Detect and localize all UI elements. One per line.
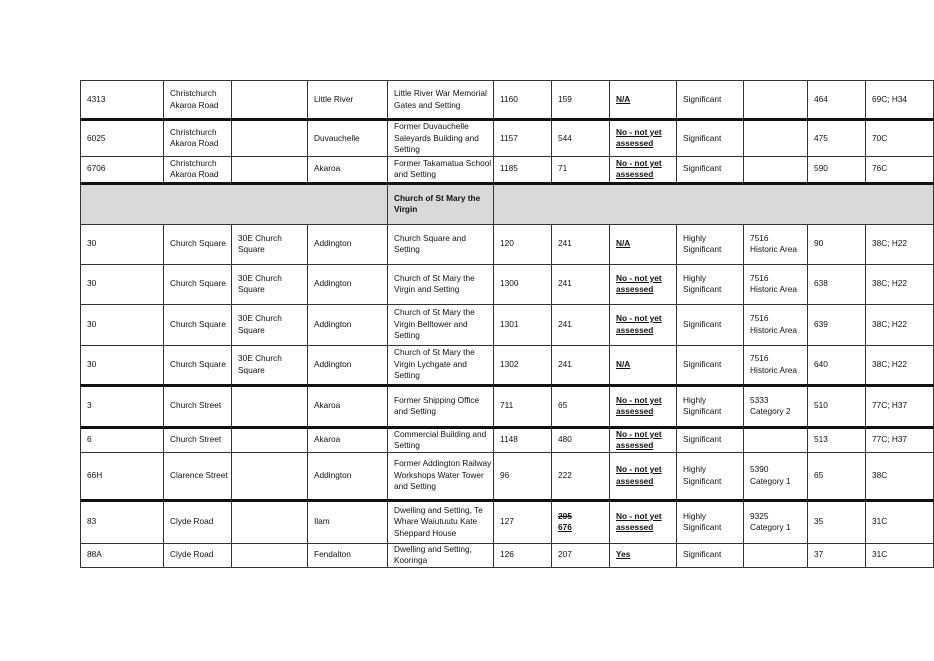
cell-map: 31C bbox=[866, 500, 934, 543]
cell-alt-address bbox=[232, 120, 308, 157]
cell-street: Church Square bbox=[164, 264, 232, 304]
cell-heritage-item: 711 bbox=[494, 385, 552, 427]
cell-hnz bbox=[744, 452, 808, 500]
cell-assessed: No - not yet assessed bbox=[610, 304, 677, 345]
cell-map: 69C; H34 bbox=[866, 81, 934, 120]
cell-name: Former Shipping Office and Setting bbox=[388, 385, 494, 427]
cell-hnz bbox=[744, 156, 808, 183]
hnz-number: 7516 bbox=[750, 232, 769, 243]
cell-alt-address bbox=[232, 81, 308, 120]
cell-setting bbox=[552, 500, 610, 543]
cell-alt-address bbox=[232, 452, 308, 500]
hnz-category: Historic Area bbox=[750, 324, 798, 335]
cell-suburb: Akaroa bbox=[308, 156, 388, 183]
hnz-category: Category 1 bbox=[750, 522, 791, 532]
cell-assessed: N/A bbox=[610, 81, 677, 120]
cell-significance: Significant bbox=[677, 81, 744, 120]
cell-alt-address: 30E Church Square bbox=[232, 224, 308, 264]
table-row bbox=[81, 120, 934, 157]
cell-id: 30 bbox=[81, 264, 164, 304]
cell-text: 65 bbox=[558, 400, 568, 411]
cell-street: Church Street bbox=[164, 427, 232, 452]
cell-significance: Significant bbox=[677, 427, 744, 452]
cell-text: 544 bbox=[558, 132, 572, 143]
cell-text: 480 bbox=[558, 434, 572, 445]
cell-text: 71 bbox=[558, 163, 568, 174]
cell-suburb: Duvauchelle bbox=[308, 120, 388, 157]
cell-number: 640 bbox=[808, 345, 866, 385]
cell-map: 77C; H37 bbox=[866, 385, 934, 427]
heritage-schedule-table bbox=[80, 80, 934, 568]
cell-heritage-item: 1185 bbox=[494, 156, 552, 183]
cell-heritage-item: 126 bbox=[494, 543, 552, 567]
cell-suburb: Little River bbox=[308, 81, 388, 120]
cell-heritage-item: 127 bbox=[494, 500, 552, 543]
cell-assessed: No - not yet assessed bbox=[610, 264, 677, 304]
cell-assessed: No - not yet assessed bbox=[610, 500, 677, 543]
cell-number: 464 bbox=[808, 81, 866, 120]
cell-id: 83 bbox=[81, 500, 164, 543]
hnz-category: Category 2 bbox=[750, 406, 791, 416]
cell-name: Dwelling and Setting, Kooringa bbox=[388, 543, 494, 567]
cell-street: Church Square bbox=[164, 345, 232, 385]
cell-heritage-item: 1160 bbox=[494, 81, 552, 120]
cell-name: Former Takamatua School and Setting bbox=[388, 156, 494, 183]
cell-text: 222 bbox=[558, 469, 572, 480]
cell-suburb: Fendalton bbox=[308, 543, 388, 567]
section-title: Church of St Mary the Virgin bbox=[388, 183, 494, 224]
table-row bbox=[81, 224, 934, 264]
cell-id: 66H bbox=[81, 452, 164, 500]
cell-significance: Highly Significant bbox=[677, 500, 744, 543]
table-row bbox=[81, 81, 934, 120]
cell-alt-address bbox=[232, 156, 308, 183]
cell-alt-address bbox=[232, 385, 308, 427]
table-row bbox=[81, 304, 934, 345]
cell-setting bbox=[552, 81, 610, 120]
cell-map: 70C bbox=[866, 120, 934, 157]
cell-hnz bbox=[744, 500, 808, 543]
cell-significance: Highly Significant bbox=[677, 264, 744, 304]
cell-significance: Significant bbox=[677, 543, 744, 567]
cell-name: Dwelling and Setting, Te Whare Waiutuutu Kate Sheppard House bbox=[388, 500, 494, 543]
cell-id: 30 bbox=[81, 345, 164, 385]
cell-hnz bbox=[744, 385, 808, 427]
cell-alt-address bbox=[232, 543, 308, 567]
cell-number: 638 bbox=[808, 264, 866, 304]
cell-hnz bbox=[744, 543, 808, 567]
cell-hnz bbox=[744, 120, 808, 157]
cell-assessed: No - not yet assessed bbox=[610, 452, 677, 500]
cell-significance: Highly Significant bbox=[677, 224, 744, 264]
cell-hnz bbox=[744, 81, 808, 120]
cell-alt-address: 30E Church Square bbox=[232, 345, 308, 385]
cell-number: 639 bbox=[808, 304, 866, 345]
cell-assessed: N/A bbox=[610, 224, 677, 264]
cell-name: Former Addington Railway Workshops Water Tower and Setting bbox=[388, 452, 494, 500]
hnz-number: 5390 bbox=[750, 464, 769, 474]
cell-assessed: No - not yet assessed bbox=[610, 120, 677, 157]
hnz-number: 5333 bbox=[750, 394, 769, 405]
cell-assessed: Yes bbox=[610, 543, 677, 567]
table-row bbox=[81, 345, 934, 385]
hnz-number: 9325 bbox=[750, 510, 769, 521]
table-row bbox=[81, 427, 934, 452]
cell-name: Church of St Mary the Virgin Lychgate and Setting bbox=[388, 345, 494, 385]
cell-setting bbox=[552, 345, 610, 385]
cell-number: 590 bbox=[808, 156, 866, 183]
cell-street: Clyde Road bbox=[164, 543, 232, 567]
cell-map: 77C; H37 bbox=[866, 427, 934, 452]
cell-map: 76C bbox=[866, 156, 934, 183]
cell-assessed: No - not yet assessed bbox=[610, 156, 677, 183]
cell-significance: Significant bbox=[677, 156, 744, 183]
cell-suburb: Addington bbox=[308, 304, 388, 345]
cell-hnz bbox=[744, 304, 808, 345]
cell-text: 241 bbox=[558, 238, 572, 249]
cell-id: 3 bbox=[81, 385, 164, 427]
table-row bbox=[81, 500, 934, 543]
hnz-category: Historic Area bbox=[750, 284, 798, 294]
cell-name: Church of St Mary the Virgin Belltower and Setting bbox=[388, 304, 494, 345]
cell-street: Church Street bbox=[164, 385, 232, 427]
cell-suburb: Addington bbox=[308, 452, 388, 500]
cell-name: Church Square and Setting bbox=[388, 224, 494, 264]
cell-id: 6706 bbox=[81, 156, 164, 183]
cell-setting bbox=[552, 224, 610, 264]
cell-significance: Highly Significant bbox=[677, 452, 744, 500]
cell-text: 207 bbox=[558, 549, 572, 560]
cell-id: 6 bbox=[81, 427, 164, 452]
cell-street: Christchurch Akaroa Road bbox=[164, 156, 232, 183]
cell-text: 241 bbox=[558, 318, 572, 329]
cell-significance: Significant bbox=[677, 304, 744, 345]
cell-alt-address: 30E Church Square bbox=[232, 304, 308, 345]
table-row bbox=[81, 385, 934, 427]
cell-significance: Significant bbox=[677, 120, 744, 157]
cell-id: 6025 bbox=[81, 120, 164, 157]
cell-setting bbox=[552, 156, 610, 183]
cell-hnz bbox=[744, 427, 808, 452]
section-blank bbox=[81, 183, 388, 224]
cell-suburb: Ilam bbox=[308, 500, 388, 543]
cell-name: Little River War Memorial Gates and Setting bbox=[388, 81, 494, 120]
cell-assessed: No - not yet assessed bbox=[610, 385, 677, 427]
cell-suburb: Addington bbox=[308, 224, 388, 264]
cell-assessed: N/A bbox=[610, 345, 677, 385]
cell-id: 4313 bbox=[81, 81, 164, 120]
cell-heritage-item: 120 bbox=[494, 224, 552, 264]
cell-map: 38C; H22 bbox=[866, 224, 934, 264]
hnz-number: 7516 bbox=[750, 353, 769, 363]
cell-suburb: Addington bbox=[308, 264, 388, 304]
cell-text: 241 bbox=[558, 358, 572, 369]
cell-suburb: Addington bbox=[308, 345, 388, 385]
cell-suburb: Akaroa bbox=[308, 427, 388, 452]
cell-setting bbox=[552, 385, 610, 427]
table-row bbox=[81, 452, 934, 500]
cell-id: 30 bbox=[81, 304, 164, 345]
hnz-category: Historic Area bbox=[750, 364, 798, 375]
cell-hnz bbox=[744, 264, 808, 304]
cell-heritage-item: 96 bbox=[494, 452, 552, 500]
cell-hnz bbox=[744, 224, 808, 264]
cell-setting bbox=[552, 452, 610, 500]
cell-text: 241 bbox=[558, 278, 572, 289]
cell-setting bbox=[552, 264, 610, 304]
cell-number: 475 bbox=[808, 120, 866, 157]
cell-assessed: No - not yet assessed bbox=[610, 427, 677, 452]
cell-significance: Highly Significant bbox=[677, 385, 744, 427]
cell-setting bbox=[552, 304, 610, 345]
cell-text: 159 bbox=[558, 93, 572, 104]
inserted-value: 676 bbox=[558, 522, 572, 532]
cell-number: 35 bbox=[808, 500, 866, 543]
cell-heritage-item: 1148 bbox=[494, 427, 552, 452]
cell-map: 31C bbox=[866, 543, 934, 567]
cell-map: 38C bbox=[866, 452, 934, 500]
cell-significance: Significant bbox=[677, 345, 744, 385]
cell-hnz bbox=[744, 345, 808, 385]
cell-name: Church of St Mary the Virgin and Setting bbox=[388, 264, 494, 304]
cell-street: Church Square bbox=[164, 224, 232, 264]
cell-number: 65 bbox=[808, 452, 866, 500]
cell-map: 38C; H22 bbox=[866, 304, 934, 345]
cell-heritage-item: 1301 bbox=[494, 304, 552, 345]
cell-map: 38C; H22 bbox=[866, 264, 934, 304]
hnz-number: 7516 bbox=[750, 313, 769, 323]
cell-heritage-item: 1157 bbox=[494, 120, 552, 157]
section-blank bbox=[494, 183, 934, 224]
cell-street: Christchurch Akaroa Road bbox=[164, 81, 232, 120]
deleted-value: 205 bbox=[558, 510, 572, 521]
table-row bbox=[81, 264, 934, 304]
cell-street: Clyde Road bbox=[164, 500, 232, 543]
hnz-number: 7516 bbox=[750, 272, 769, 283]
hnz-category: Category 1 bbox=[750, 475, 791, 486]
cell-number: 37 bbox=[808, 543, 866, 567]
cell-alt-address bbox=[232, 500, 308, 543]
cell-street: Christchurch Akaroa Road bbox=[164, 120, 232, 157]
cell-number: 510 bbox=[808, 385, 866, 427]
table-row bbox=[81, 543, 934, 567]
cell-map: 38C; H22 bbox=[866, 345, 934, 385]
cell-setting bbox=[552, 427, 610, 452]
cell-id: 30 bbox=[81, 224, 164, 264]
cell-street: Clarence Street bbox=[164, 452, 232, 500]
cell-id: 88A bbox=[81, 543, 164, 567]
cell-suburb: Akaroa bbox=[308, 385, 388, 427]
hnz-category: Historic Area bbox=[750, 244, 798, 254]
cell-heritage-item: 1302 bbox=[494, 345, 552, 385]
cell-name: Commercial Building and Setting bbox=[388, 427, 494, 452]
table-row bbox=[81, 156, 934, 183]
cell-alt-address: 30E Church Square bbox=[232, 264, 308, 304]
cell-alt-address bbox=[232, 427, 308, 452]
cell-street: Church Square bbox=[164, 304, 232, 345]
cell-setting bbox=[552, 543, 610, 567]
cell-heritage-item: 1300 bbox=[494, 264, 552, 304]
cell-number: 90 bbox=[808, 224, 866, 264]
cell-name: Former Duvauchelle Saleyards Building and Setting bbox=[388, 120, 494, 157]
section-row bbox=[81, 183, 934, 224]
cell-number: 513 bbox=[808, 427, 866, 452]
cell-setting bbox=[552, 120, 610, 157]
